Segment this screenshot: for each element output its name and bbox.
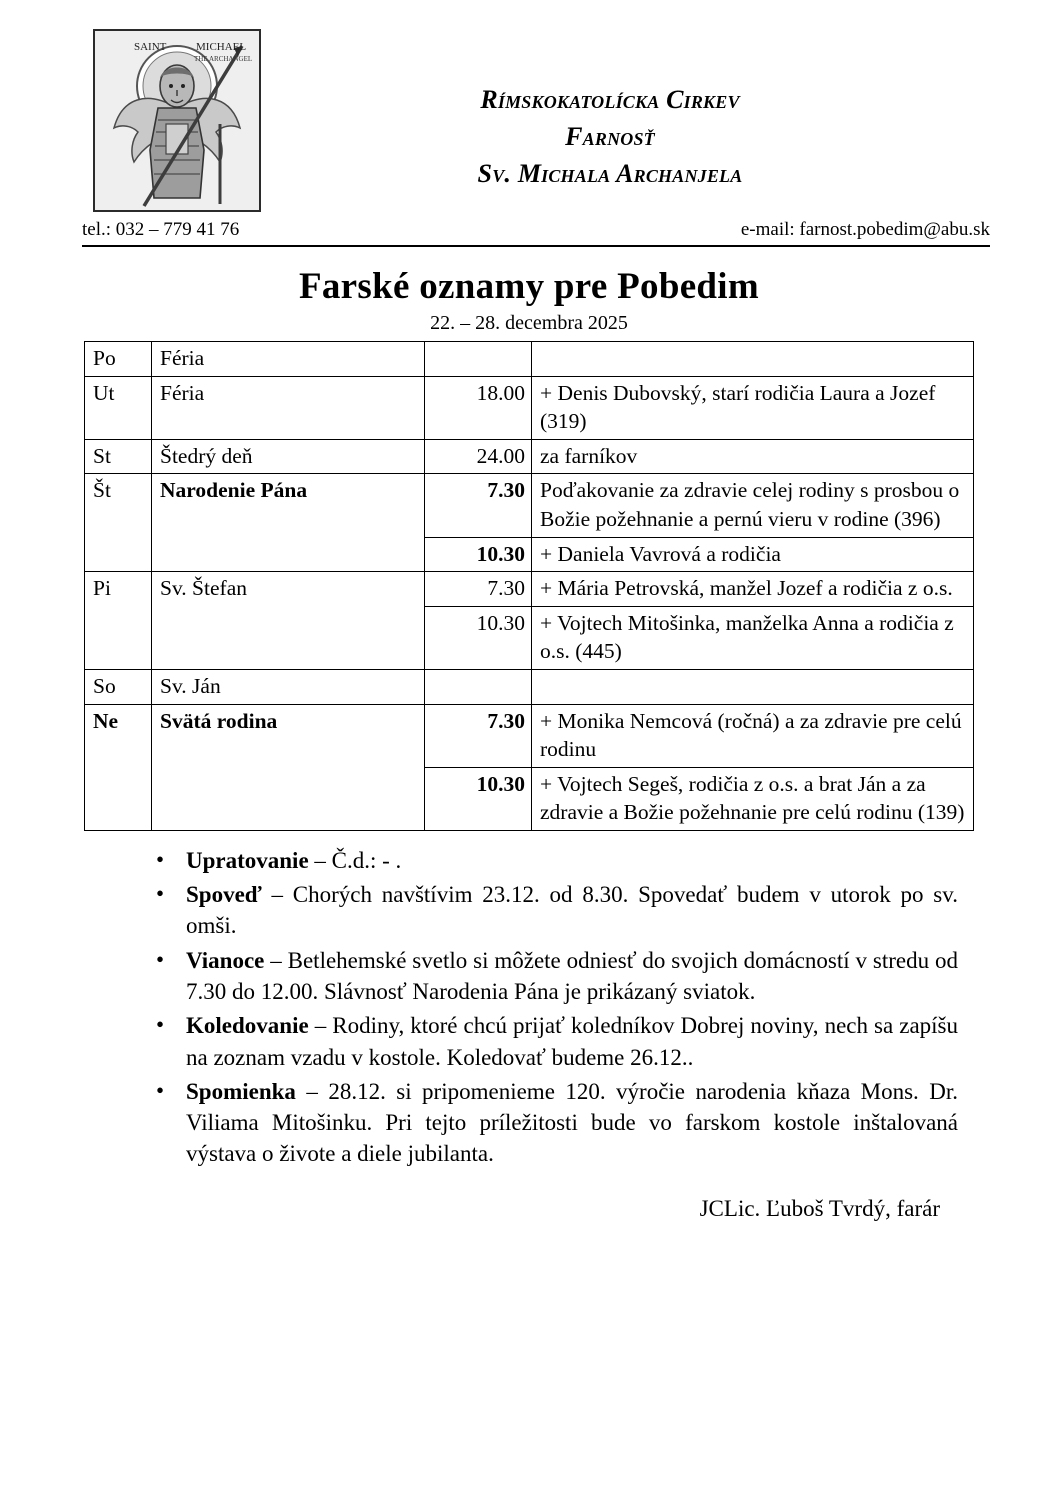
header-divider bbox=[82, 245, 990, 247]
list-item bbox=[156, 1010, 998, 1073]
schedule-time: 7.30 bbox=[425, 704, 532, 767]
table-row bbox=[85, 669, 974, 704]
list-item bbox=[156, 879, 998, 942]
schedule-feast: Svätá rodina bbox=[152, 704, 425, 830]
schedule-intention: + Vojtech Segeš, rodičia z o.s. a brat Ján a za zdravie a Božie požehnanie pre celú rodinu (139) bbox=[532, 767, 974, 830]
schedule-time: 7.30 bbox=[425, 474, 532, 537]
email-address[interactable]: e-mail: farnost.pobedim@abu.sk bbox=[740, 219, 990, 240]
svg-text:MICHAEL: MICHAEL bbox=[196, 41, 247, 53]
schedule-time bbox=[425, 342, 532, 377]
schedule-day: St bbox=[85, 439, 152, 474]
letterhead bbox=[60, 24, 998, 213]
schedule-time: 10.30 bbox=[425, 606, 532, 669]
schedule-day: Št bbox=[85, 474, 152, 572]
schedule-day: So bbox=[85, 669, 152, 704]
parish-title-line-2: Farnosť bbox=[565, 121, 655, 151]
schedule-time: 18.00 bbox=[425, 376, 532, 439]
schedule-feast: Sv. Štefan bbox=[152, 572, 425, 670]
contact-row bbox=[60, 219, 998, 245]
schedule-intention: za farníkov bbox=[532, 439, 974, 474]
schedule-intention: Poďakovanie za zdravie celej rodiny s prosbou o Božie požehnanie a pernú vieru v rodine (396) bbox=[532, 474, 974, 537]
parish-title-block bbox=[262, 24, 998, 193]
announcement-text: – Č.d.: - . bbox=[308, 847, 402, 873]
page-title: Farské oznamy pre Pobedim bbox=[298, 266, 760, 307]
schedule-time: 10.30 bbox=[425, 767, 532, 830]
list-item bbox=[156, 945, 998, 1008]
list-item bbox=[156, 1076, 998, 1170]
table-row bbox=[85, 376, 974, 439]
schedule-feast: Štedrý deň bbox=[152, 439, 425, 474]
saint-michael-icon bbox=[92, 28, 262, 213]
announcement-label: Vianoce bbox=[186, 947, 265, 973]
list-item bbox=[156, 845, 998, 876]
announcement-label: Spoveď bbox=[186, 882, 262, 908]
schedule-time bbox=[425, 669, 532, 704]
table-row bbox=[85, 572, 974, 607]
announcements-list bbox=[60, 845, 998, 1170]
announcement-text: – 28.12. si pripomenieme 120. výročie narodenia kňaza Mons. Dr. Viliama Mitošinku. Pri tejto príležitosti bude vo farskom kostole inštalovaná výstava o živote a diele jubilanta. bbox=[186, 1078, 958, 1167]
parish-title-line-1: Rímskokatolícka Cirkev bbox=[480, 85, 740, 114]
schedule-day: Ne bbox=[85, 704, 152, 830]
table-row bbox=[85, 704, 974, 767]
schedule-time: 24.00 bbox=[425, 439, 532, 474]
schedule-feast: Féria bbox=[152, 342, 425, 377]
table-row bbox=[85, 342, 974, 377]
schedule-time: 7.30 bbox=[425, 572, 532, 607]
parish-title-line-3: Sv. Michala Archanjela bbox=[477, 158, 743, 188]
schedule-day: Ut bbox=[85, 376, 152, 439]
schedule-intention: + Mária Petrovská, manžel Jozef a rodičia z o.s. bbox=[532, 572, 974, 607]
schedule-feast: Narodenie Pána bbox=[152, 474, 425, 572]
announcement-label: Koledovanie bbox=[186, 1013, 309, 1039]
schedule-time: 10.30 bbox=[425, 537, 532, 572]
schedule-intention: + Vojtech Mitošinka, manželka Anna a rodičia z o.s. (445) bbox=[532, 606, 974, 669]
schedule-day: Po bbox=[85, 342, 152, 377]
schedule-intention: + Daniela Vavrová a rodičia bbox=[532, 537, 974, 572]
schedule-day: Pi bbox=[85, 572, 152, 670]
date-range: 22. – 28. decembra 2025 bbox=[430, 312, 628, 334]
table-row bbox=[85, 439, 974, 474]
schedule-intention bbox=[532, 669, 974, 704]
schedule-intention: + Denis Dubovský, starí rodičia Laura a Jozef (319) bbox=[532, 376, 974, 439]
schedule-feast: Féria bbox=[152, 376, 425, 439]
schedule-intention bbox=[532, 342, 974, 377]
announcement-text: – Betlehemské svetlo si môžete odniesť do svojich domácností v stredu od 7.30 do 12.00. Slávnosť Narodenia Pána je prikázaný sviatok. bbox=[186, 947, 958, 1004]
announcement-text: – Rodiny, ktoré chcú prijať koledníkov Dobrej noviny, nech sa zapíšu na zoznam vzadu v kostole. Koledovať budeme 26.12.. bbox=[186, 1013, 958, 1070]
phone-number: tel.: 032 – 779 41 76 bbox=[82, 219, 240, 240]
signature: JCLic. Ľuboš Tvrdý, farár bbox=[699, 1195, 940, 1221]
announcement-label: Spomienka bbox=[186, 1078, 296, 1104]
svg-text:SAINT: SAINT bbox=[134, 41, 167, 53]
mass-schedule-table bbox=[84, 341, 974, 831]
announcement-text: – Chorých navštívim 23.12. od 8.30. Spovedať budem v utorok po sv. omši. bbox=[186, 882, 958, 939]
schedule-feast: Sv. Ján bbox=[152, 669, 425, 704]
announcement-label: Upratovanie bbox=[186, 847, 309, 873]
svg-text:THE ARCHANGEL: THE ARCHANGEL bbox=[194, 55, 253, 63]
schedule-intention: + Monika Nemcová (ročná) a za zdravie pre celú rodinu bbox=[532, 704, 974, 767]
table-row bbox=[85, 474, 974, 537]
